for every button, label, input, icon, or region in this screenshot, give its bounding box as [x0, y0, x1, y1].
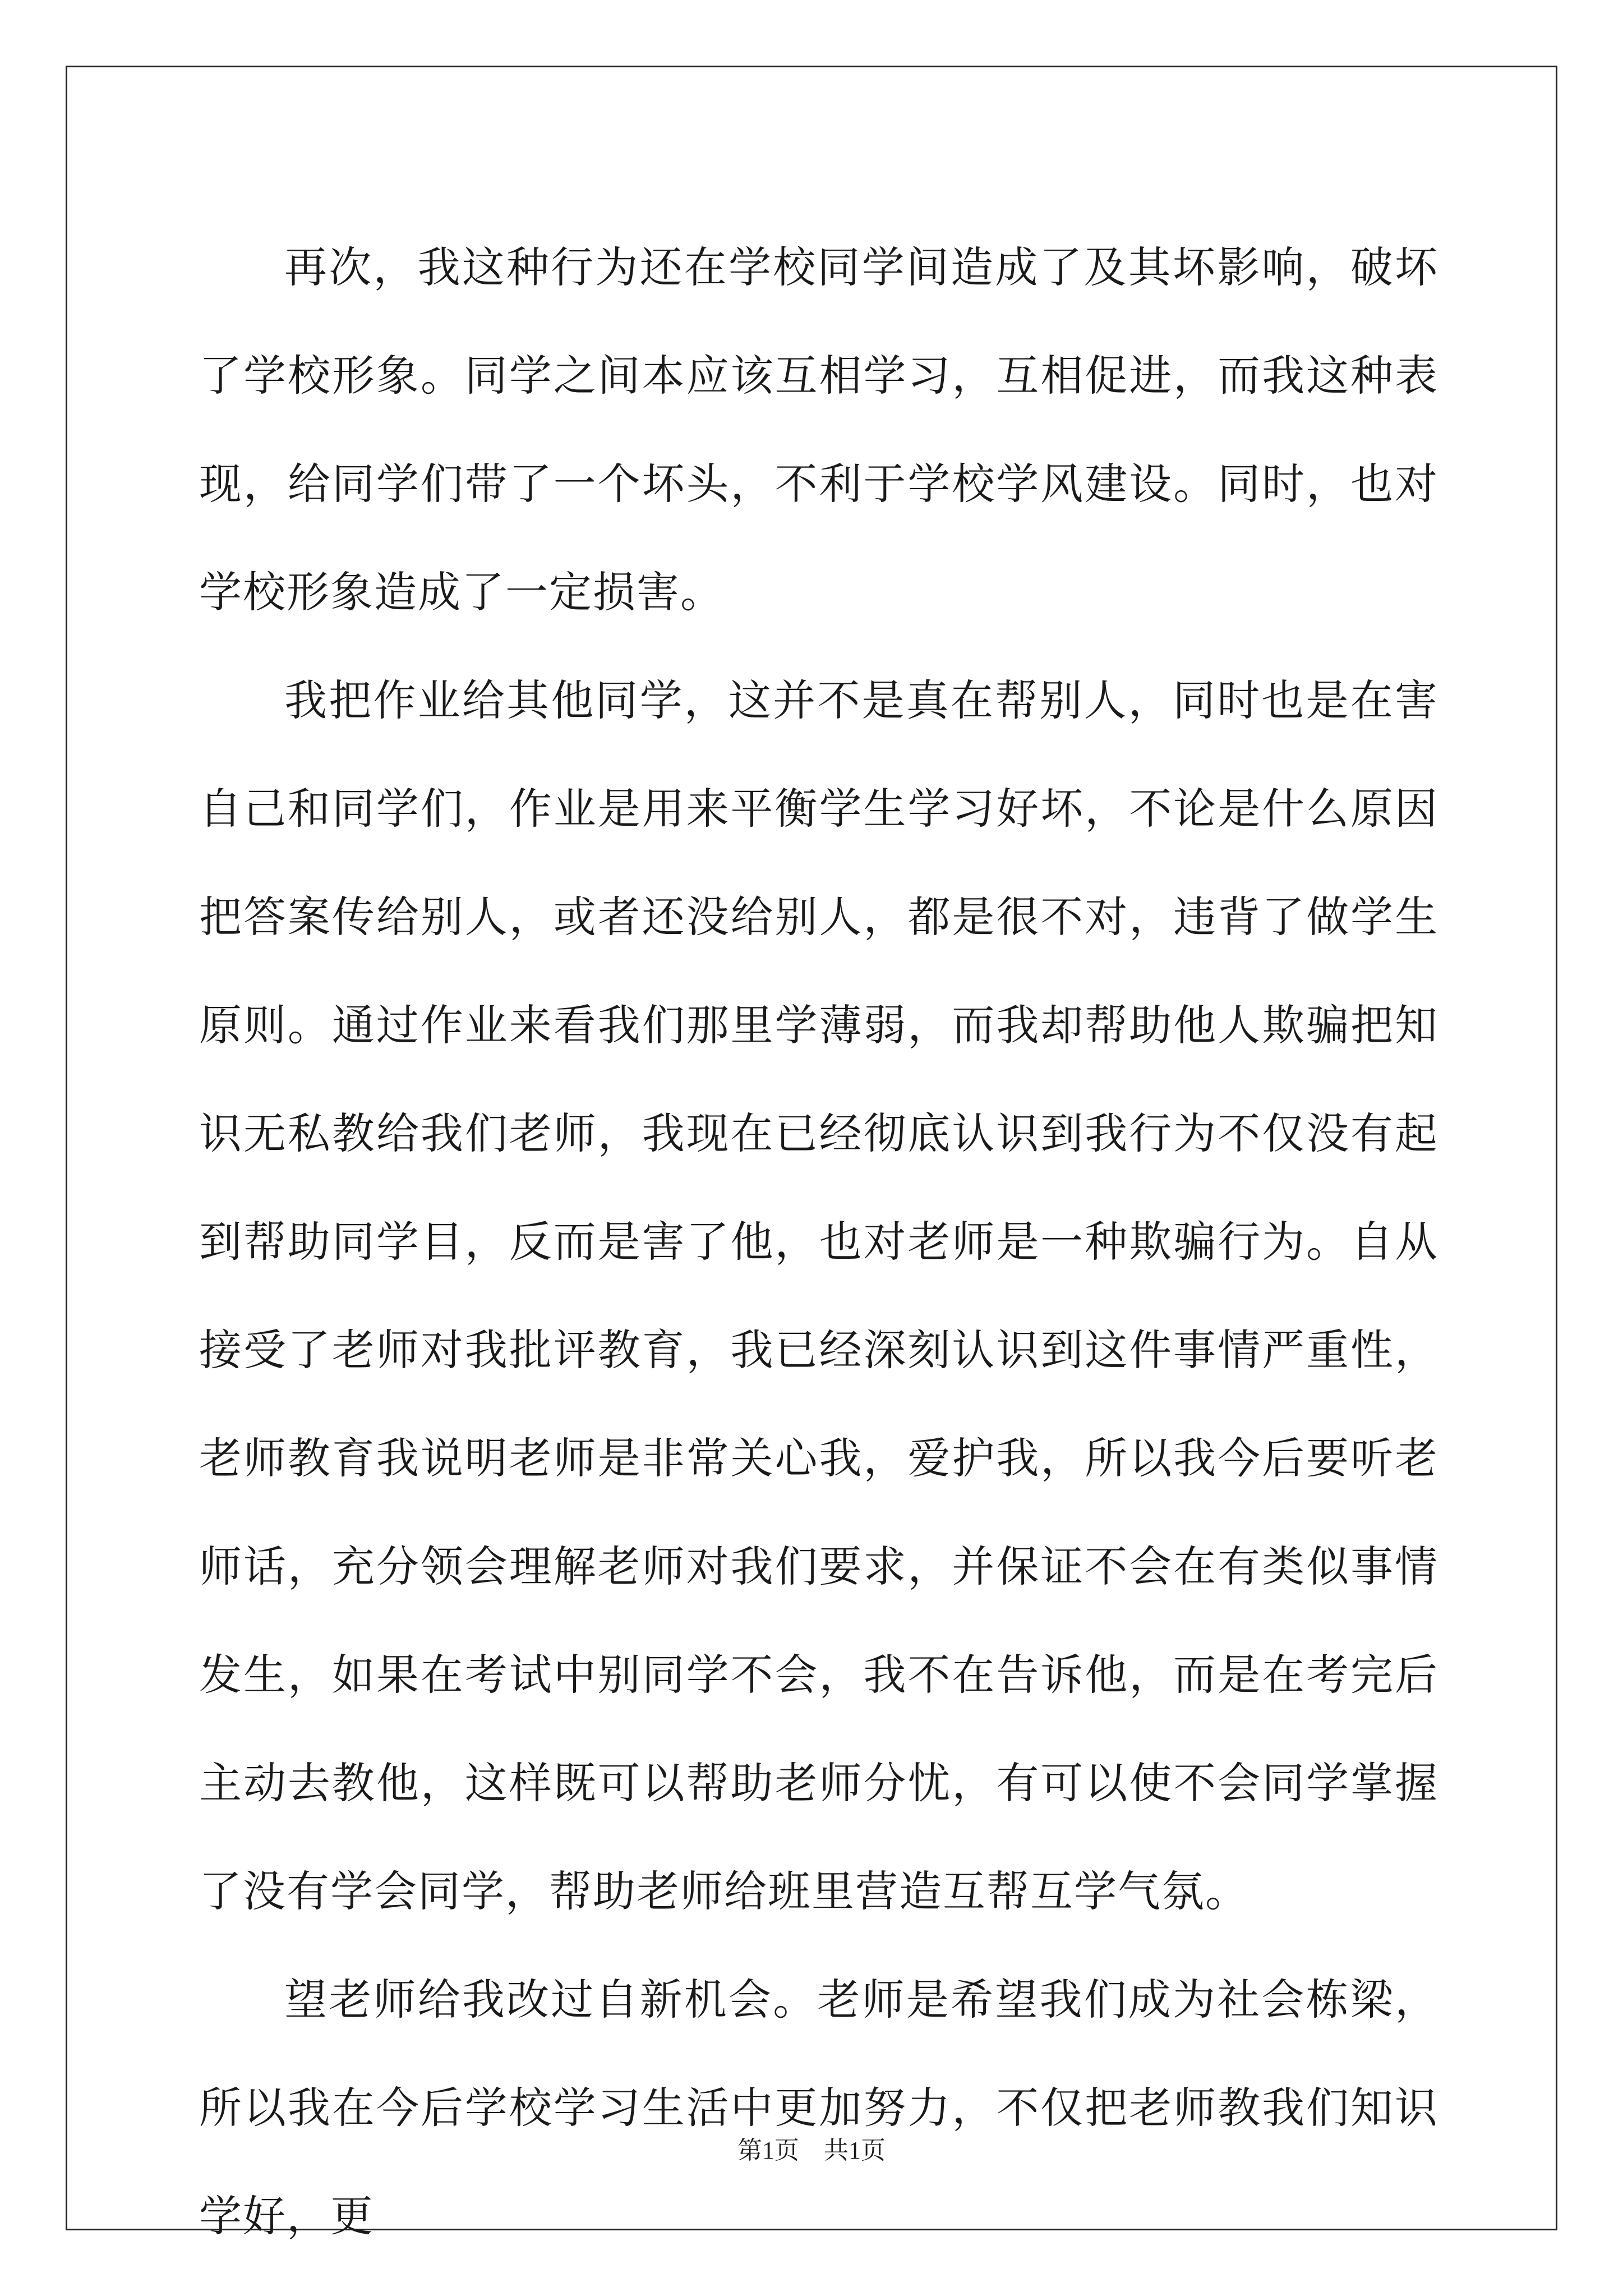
paragraph-3: 望老师给我改过自新机会。老师是希望我们成为社会栋梁，所以我在今后学校学习生活中更加努力，不仅把老师教我们知识学好，更: [199, 1975, 1438, 2241]
paragraph-2: 我把作业给其他同学，这并不是真在帮别人，同时也是在害自己和同学们，作业是用来平衡学生学习好坏，不论是什么原因把答案传给别人，或者还没给别人，都是很不对，违背了做学生原则。通过作业来看我们那里学薄弱，而我却帮助他人欺骗把知识无私教给我们老师，我现在已经彻底认识到我行为不仅没有起到帮助同学目，反而是害了他，也对老师是一种欺骗行为。自从接受了老师对我批评教育，我已经深刻认识到这件事情严重性，老师教育我说明老师是非常关心我，爱护我，所以我今后要听老师话，充分领会理解老师对我们要求，并保证不会在有类似事情发生，如果在考试中别同学不会，我不在告诉他，而是在考完后主动去教他，这样既可以帮助老师分忧，有可以使不会同学掌握了没有学会同学，帮助老师给班里营造互帮互学气氛。: [199, 675, 1438, 1916]
document-body: [199, 213, 1438, 2270]
paragraph-1: 再次，我这种行为还在学校同学间造成了及其坏影响，破坏了学校形象。同学之间本应该互相学习，互相促进，而我这种表现，给同学们带了一个坏头，不利于学校学风建设。同时，也对学校形象造成了一定损害。: [199, 242, 1438, 617]
page-footer: 第1页 共1页: [737, 2137, 886, 2164]
